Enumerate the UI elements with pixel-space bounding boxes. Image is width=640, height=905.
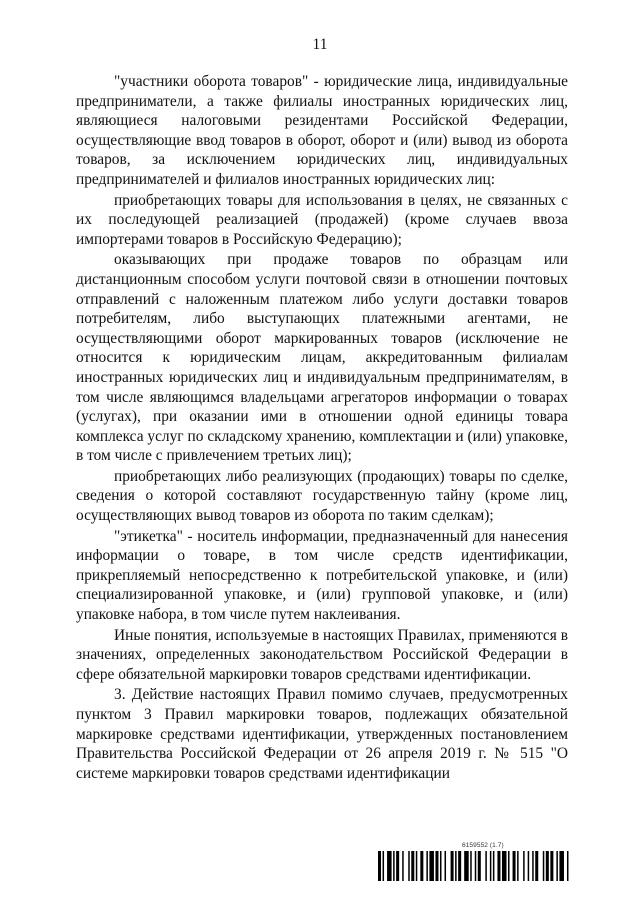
barcode-bar bbox=[445, 851, 447, 881]
barcode-bar bbox=[513, 851, 516, 881]
barcode-bar bbox=[429, 851, 434, 881]
barcode-bar bbox=[396, 851, 399, 881]
barcode-bar bbox=[528, 851, 530, 881]
barcode-bar bbox=[497, 851, 500, 881]
barcode-bar bbox=[567, 851, 569, 881]
barcode-bar bbox=[416, 851, 418, 881]
paragraph-section-3: 3. Действие настоящих Правил помимо случаев, предусмотренных пунктом 3 Правил маркировки товаров, подлежащих обязательной маркировке средствами идентификации, утвержденных постановлением Правительства Российской Федерации от 26 апреля 2019 г. № 515 "О системе маркировки товаров средствами идентификации bbox=[76, 686, 568, 782]
barcode-bar bbox=[508, 851, 510, 881]
paragraph-participants-definition: "участники оборота товаров" - юридические лица, индивидуальные предприниматели, а также филиалы иностранных юридических лиц, являющиеся налоговыми резидентами Российской Федерации, осуществляющие ввод товаров в оборот, оборот и (или) вывод из оборота товаров, за исключением юридических лиц, индивидуальных предпринимателей и филиалов иностранных юридических лиц: bbox=[76, 73, 568, 188]
paragraph-postal-services: оказывающих при продаже товаров по образцам или дистанционным способом услуги почтовой связи в отношении почтовых отправлений с наложенным платежом либо услуги доставки товаров потребителям, либо выступающих платежными агентами, не осуществляющими оборот маркированных товаров (исключение не относится к юридическим лицам, аккредитованным филиалам иностранных юридических лиц и индивидуальным предпринимателям, в том числе являющимся владельцами агрегаторов информации о товарах (услугах), при оказании ими в отношении одной единицы товара комплекса услуг по складскому хранению, комплектации и (или) упаковке, в том числе с привлечением третьих лиц); bbox=[76, 251, 568, 465]
barcode-bar bbox=[543, 851, 545, 881]
barcode-bar bbox=[435, 851, 438, 881]
barcode-bar bbox=[420, 851, 423, 881]
document-body bbox=[76, 72, 568, 784]
barcode-bar bbox=[550, 851, 553, 881]
barcode-bar bbox=[556, 851, 558, 881]
barcode-bar bbox=[411, 851, 414, 881]
barcode-bar bbox=[478, 851, 481, 881]
barcode-bar bbox=[455, 851, 457, 881]
barcode-bar bbox=[393, 851, 395, 881]
barcode-bar bbox=[523, 851, 525, 881]
barcode-bar bbox=[490, 851, 492, 881]
barcode-image bbox=[378, 851, 570, 881]
paragraph-acquiring-goods: приобретающих товары для использования в целях, не связанных с их последующей реализацией (продажей) (кроме случаев ввоза импортерами товаров в Российскую Федерацию); bbox=[76, 191, 568, 248]
barcode-bar bbox=[493, 851, 495, 881]
paragraph-label-definition: "этикетка" - носитель информации, предназначенный для нанесения информации о товаре, в том числе средств идентификации, прикрепляемый непосредственно к потребительской упаковке, и (или) специализированной упаковке, и (или) групповой упаковке, и (или) упаковке набора, в том числе путем наклеивания. bbox=[76, 527, 568, 624]
page-number: 11 bbox=[312, 36, 328, 53]
document-code: 6159552 (1.7) bbox=[462, 842, 504, 849]
barcode-bar bbox=[546, 851, 549, 881]
paragraph-other-terms: Иные понятия, используемые в настоящих Правилах, применяются в значениях, определенных законодательством Российской Федерации в сфере обязательной маркировки товаров средствами идентификации. bbox=[76, 626, 568, 683]
barcode-bar bbox=[532, 851, 534, 881]
paragraph-state-secret: приобретающих либо реализующих (продающих) товары по сделке, сведения о которой составляют государственную тайну (кроме лиц, осуществляющих вывод товаров из оборота по таким сделкам); bbox=[76, 467, 568, 525]
barcode-bar bbox=[470, 851, 472, 881]
barcode-bar bbox=[458, 851, 461, 881]
barcode-bar bbox=[535, 851, 538, 881]
barcode-bar bbox=[502, 851, 507, 881]
barcode-bar bbox=[426, 851, 428, 881]
barcode-bar bbox=[485, 851, 487, 881]
barcode-bar bbox=[517, 851, 519, 881]
barcode-bar bbox=[464, 851, 469, 881]
barcode-bar bbox=[402, 851, 404, 881]
barcode-bar bbox=[559, 851, 564, 881]
barcode-bar bbox=[387, 851, 392, 881]
barcode-bar bbox=[451, 851, 454, 881]
barcode-bar bbox=[378, 851, 381, 881]
barcode-bar bbox=[475, 851, 477, 881]
barcode-bar bbox=[383, 851, 385, 881]
barcode-bar bbox=[440, 851, 442, 881]
barcode-bar bbox=[408, 851, 410, 881]
